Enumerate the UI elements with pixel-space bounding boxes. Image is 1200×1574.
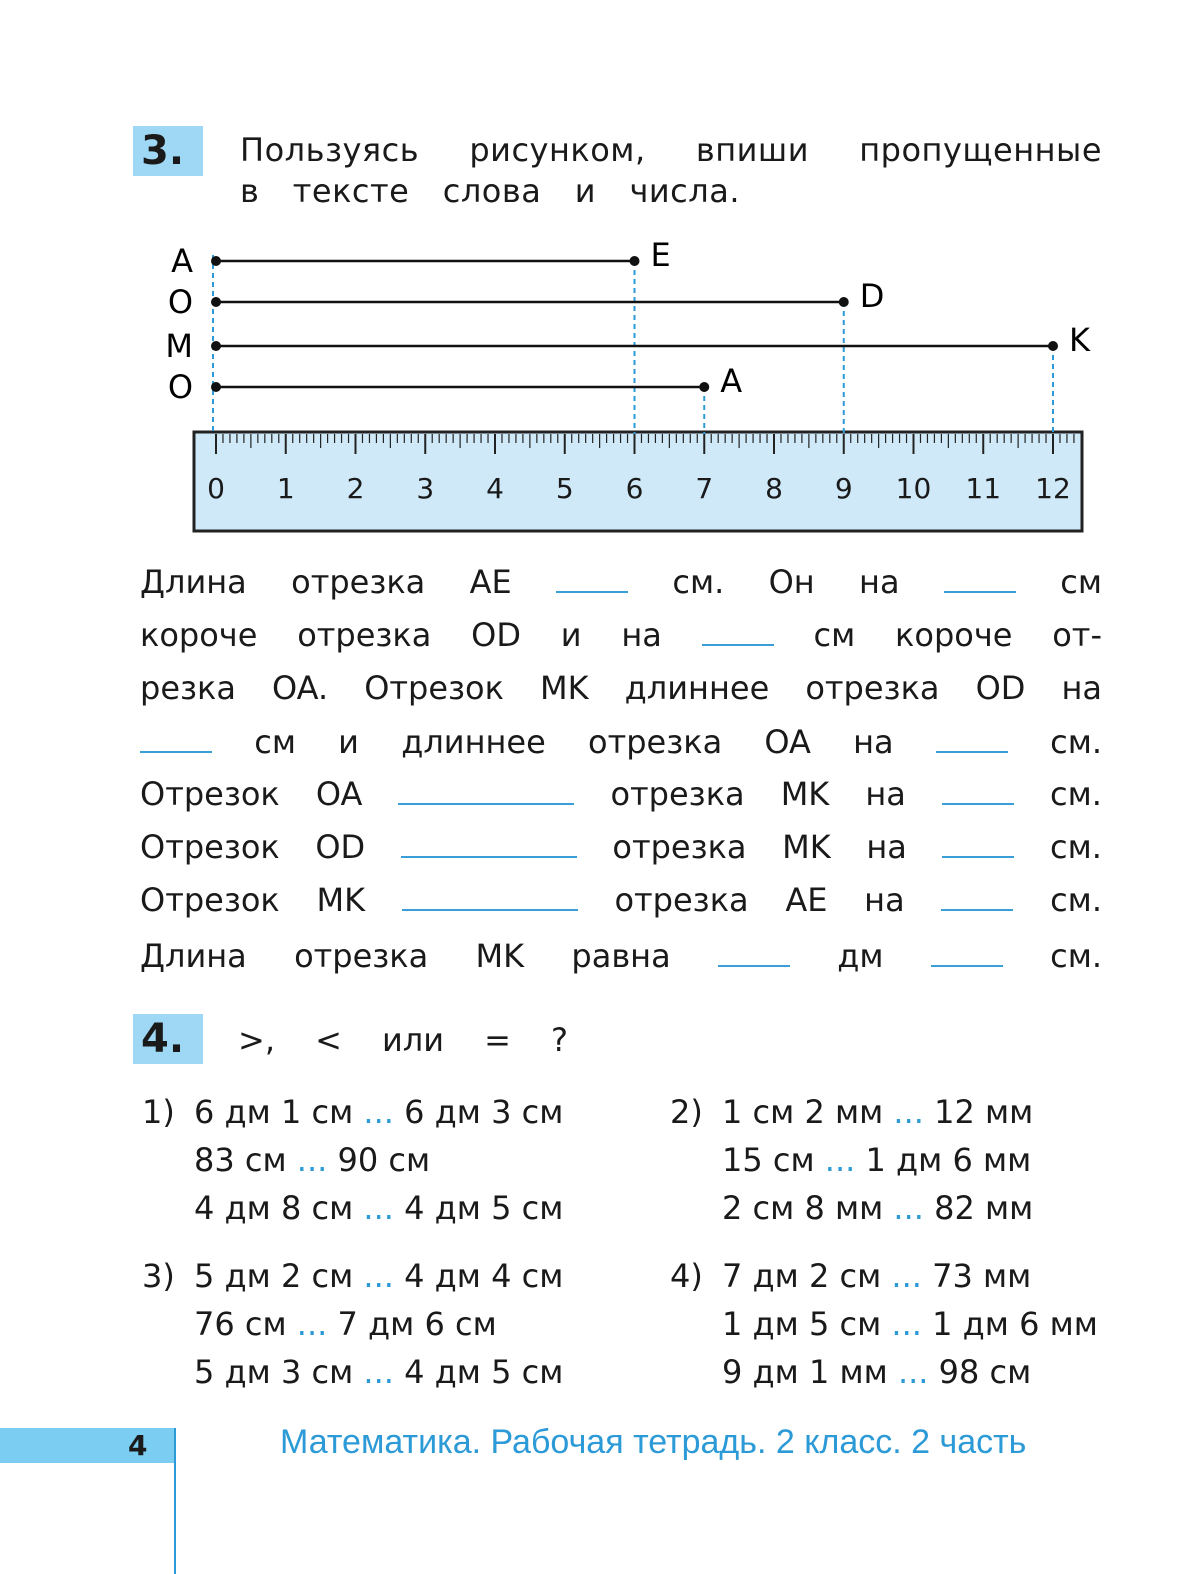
segment-end-label: K [1069,321,1090,359]
segment-endpoint [211,341,221,351]
footer-page-bar [0,1428,175,1463]
comparison-gap[interactable]: ... [363,1189,394,1227]
left-value: 9 дм 1 мм [722,1353,888,1391]
answer-blank[interactable] [402,881,578,911]
text-word: на [865,775,906,813]
text-word: MK [780,775,830,813]
text-word: OA [315,775,363,813]
text-word: отрезка [614,881,749,919]
text-line [140,769,1102,822]
exercise-label: 4) [670,1257,703,1295]
comparison-row [722,1088,1033,1136]
text-word: на [1061,669,1102,707]
exercise-label: 1) [142,1093,175,1131]
page-number: 4 [128,1429,148,1462]
text-word: OD [471,616,521,654]
comparison-gap[interactable]: ... [824,1141,856,1179]
text-word: равна [571,937,671,975]
text-word: короче [140,616,258,654]
ruler-label: 8 [765,472,783,505]
answer-blank[interactable] [931,937,1003,967]
comparison-gap[interactable]: ... [891,1305,922,1343]
ruler-label: 2 [346,472,365,505]
text-word: длиннее [624,669,770,707]
right-value: 4 дм 5 см [404,1189,564,1227]
segment-end-label: D [859,277,885,315]
ruler-label: 12 [1035,472,1071,505]
comparison-row [194,1088,563,1136]
text-word: MK [475,937,525,975]
answer-blank[interactable] [140,723,212,753]
text-word: отрезка [588,723,723,761]
ruler-label: 1 [276,472,295,505]
text-word: AE [785,881,828,919]
text-word: Он [768,563,815,601]
comparison-row [194,1300,497,1348]
comparison-row [722,1252,1031,1300]
text-word: Отрезок [140,828,280,866]
text-word: см [254,723,296,761]
right-value: 4 дм 4 см [404,1257,564,1295]
text-word: на [864,881,905,919]
comparison-gap[interactable]: ... [296,1305,328,1343]
task4-instruction [238,1016,568,1064]
text-word: Длина [140,563,247,601]
text-word: OD [315,828,366,866]
segments [165,236,1091,406]
text-word: Отрезок [140,881,280,919]
ruler-label: 9 [834,472,853,505]
right-value: 1 дм 6 мм [932,1305,1098,1343]
text-word: MK [316,881,366,919]
right-value: 1 дм 6 мм [865,1141,1032,1179]
word: Пользуясь [240,131,420,169]
left-value: 83 см [194,1141,287,1179]
word: слова [442,172,542,210]
left-value: 5 дм 3 см [194,1353,354,1391]
ruler-label: 3 [416,472,435,505]
comparison-row [194,1252,563,1300]
segment-endpoint [211,382,221,392]
segment-end-label: E [650,236,671,274]
right-value: 98 см [938,1353,1032,1391]
segment-endpoint [839,297,849,307]
left-value: 1 дм 5 см [722,1305,882,1343]
footer-divider [174,1428,176,1574]
segment-endpoint [211,297,221,307]
right-value: 82 мм [934,1189,1034,1227]
segments-ruler-figure [0,0,1200,560]
answer-blank[interactable] [942,828,1014,858]
equals-sign: = [484,1021,511,1059]
projection-lines [213,255,1053,434]
text-word: и [560,616,582,654]
right-value: 73 мм [932,1257,1032,1295]
text-word: на [853,723,894,761]
text-word: на [866,828,907,866]
word: и [574,172,597,210]
comparison-row [194,1184,563,1232]
answer-blank[interactable] [718,937,790,967]
text-word: Отрезок [140,775,280,813]
question-mark: ? [550,1021,568,1059]
left-value: 5 дм 2 см [194,1257,354,1295]
segment-start-label: O [167,283,193,321]
word: пропущенные [859,131,1102,169]
text-line [140,717,1102,770]
ruler-label: 5 [555,472,574,505]
text-word: резка [140,669,236,707]
text-word: AE [469,563,512,601]
text-word: MK [782,828,831,866]
text-word: см. [1050,775,1102,813]
comparison-gap[interactable]: ... [363,1093,394,1131]
right-value: 12 мм [934,1093,1034,1131]
segment-start-label: O [167,368,193,406]
left-value: 2 см 8 мм [722,1189,884,1227]
ruler-label: 4 [486,472,504,505]
text-line [140,931,1102,984]
text-word: короче [895,616,1013,654]
comparison-gap[interactable]: ... [363,1257,394,1295]
answer-blank[interactable] [944,563,1016,593]
answer-blank[interactable] [936,723,1008,753]
segment-endpoint [1048,341,1058,351]
comparison-gap[interactable]: ... [893,1093,924,1131]
left-value: 1 см 2 мм [722,1093,884,1131]
text-word: OD [975,669,1026,707]
text-word: OA [764,723,811,761]
comparison-gap[interactable]: ... [891,1257,922,1295]
word: рисунком, [469,131,646,169]
word: впиши [695,131,809,169]
greater-sign: >, [238,1021,275,1059]
text-word: дм [837,937,884,975]
text-word: см. [1050,937,1102,975]
text-word: OA. [272,669,329,707]
text-line [140,663,1102,716]
comparison-gap[interactable]: ... [296,1141,328,1179]
text-word: длиннее [401,723,546,761]
text-word: MK [540,669,589,707]
text-word: отрезка [612,828,747,866]
left-value: 15 см [722,1141,815,1179]
text-word: см. [1050,723,1102,761]
left-value: 6 дм 1 см [194,1093,354,1131]
left-value: 7 дм 2 см [722,1257,882,1295]
ruler-label: 11 [965,472,1002,505]
comparison-row [722,1136,1031,1184]
text-word: см. [1050,881,1102,919]
word: числа. [629,172,740,210]
comparison-row [194,1136,430,1184]
word: тексте [292,172,410,210]
segment-endpoint [699,382,709,392]
answer-blank[interactable] [556,563,628,593]
book-title: Математика. Рабочая тетрадь. 2 класс. 2 часть [280,1423,1027,1461]
segment-endpoint [211,256,221,266]
comparison-row [722,1184,1033,1232]
text-word: отрезка [294,937,429,975]
text-line [140,610,1102,663]
segment-end-label: A [720,362,743,400]
comparison-row [722,1300,1098,1348]
text-line [140,822,1102,875]
text-word: Длина [140,937,247,975]
answer-blank[interactable] [702,616,774,646]
segment-endpoint [630,256,640,266]
ruler-label: 0 [207,472,225,505]
task4-number: 4. [133,1014,203,1064]
comparison-row [722,1348,1031,1396]
text-word: отрезка [291,563,426,601]
text-word: см [813,616,856,654]
left-value: 76 см [194,1305,287,1343]
text-word: см [1060,563,1102,601]
text-word: отрезка [805,669,940,707]
right-value: 7 дм 6 см [337,1305,497,1343]
segment-start-label: A [171,242,193,280]
exercise-label: 2) [670,1093,703,1131]
answer-blank[interactable] [398,775,574,805]
answer-blank[interactable] [401,828,577,858]
ruler-label: 10 [895,472,932,505]
comparison-gap[interactable]: ... [897,1353,929,1391]
left-value: 4 дм 8 см [194,1189,354,1227]
answer-blank[interactable] [942,775,1014,805]
less-sign: < [315,1021,342,1059]
text-word: отрезка [297,616,432,654]
text-word: от- [1052,616,1102,654]
answer-blank[interactable] [941,881,1013,911]
text-word: на [621,616,662,654]
or-word: или [381,1021,444,1059]
ruler-label: 6 [625,472,644,505]
text-word: отрезка [610,775,745,813]
text-word: на [859,563,900,601]
text-word: см. [672,563,725,601]
text-word: и [338,723,359,761]
text-line [140,557,1102,610]
right-value: 4 дм 5 см [404,1353,564,1391]
right-value: 6 дм 3 см [404,1093,564,1131]
text-word: Отрезок [364,669,504,707]
right-value: 90 см [337,1141,431,1179]
ruler-label: 7 [695,472,714,505]
exercise-label: 3) [142,1257,175,1295]
comparison-row [194,1348,563,1396]
text-word: см. [1050,828,1102,866]
task3-number: 3. [133,126,203,176]
comparison-gap[interactable]: ... [893,1189,924,1227]
segment-start-label: M [165,327,193,365]
comparison-gap[interactable]: ... [363,1353,394,1391]
text-line [140,875,1102,928]
word: в [240,172,260,210]
